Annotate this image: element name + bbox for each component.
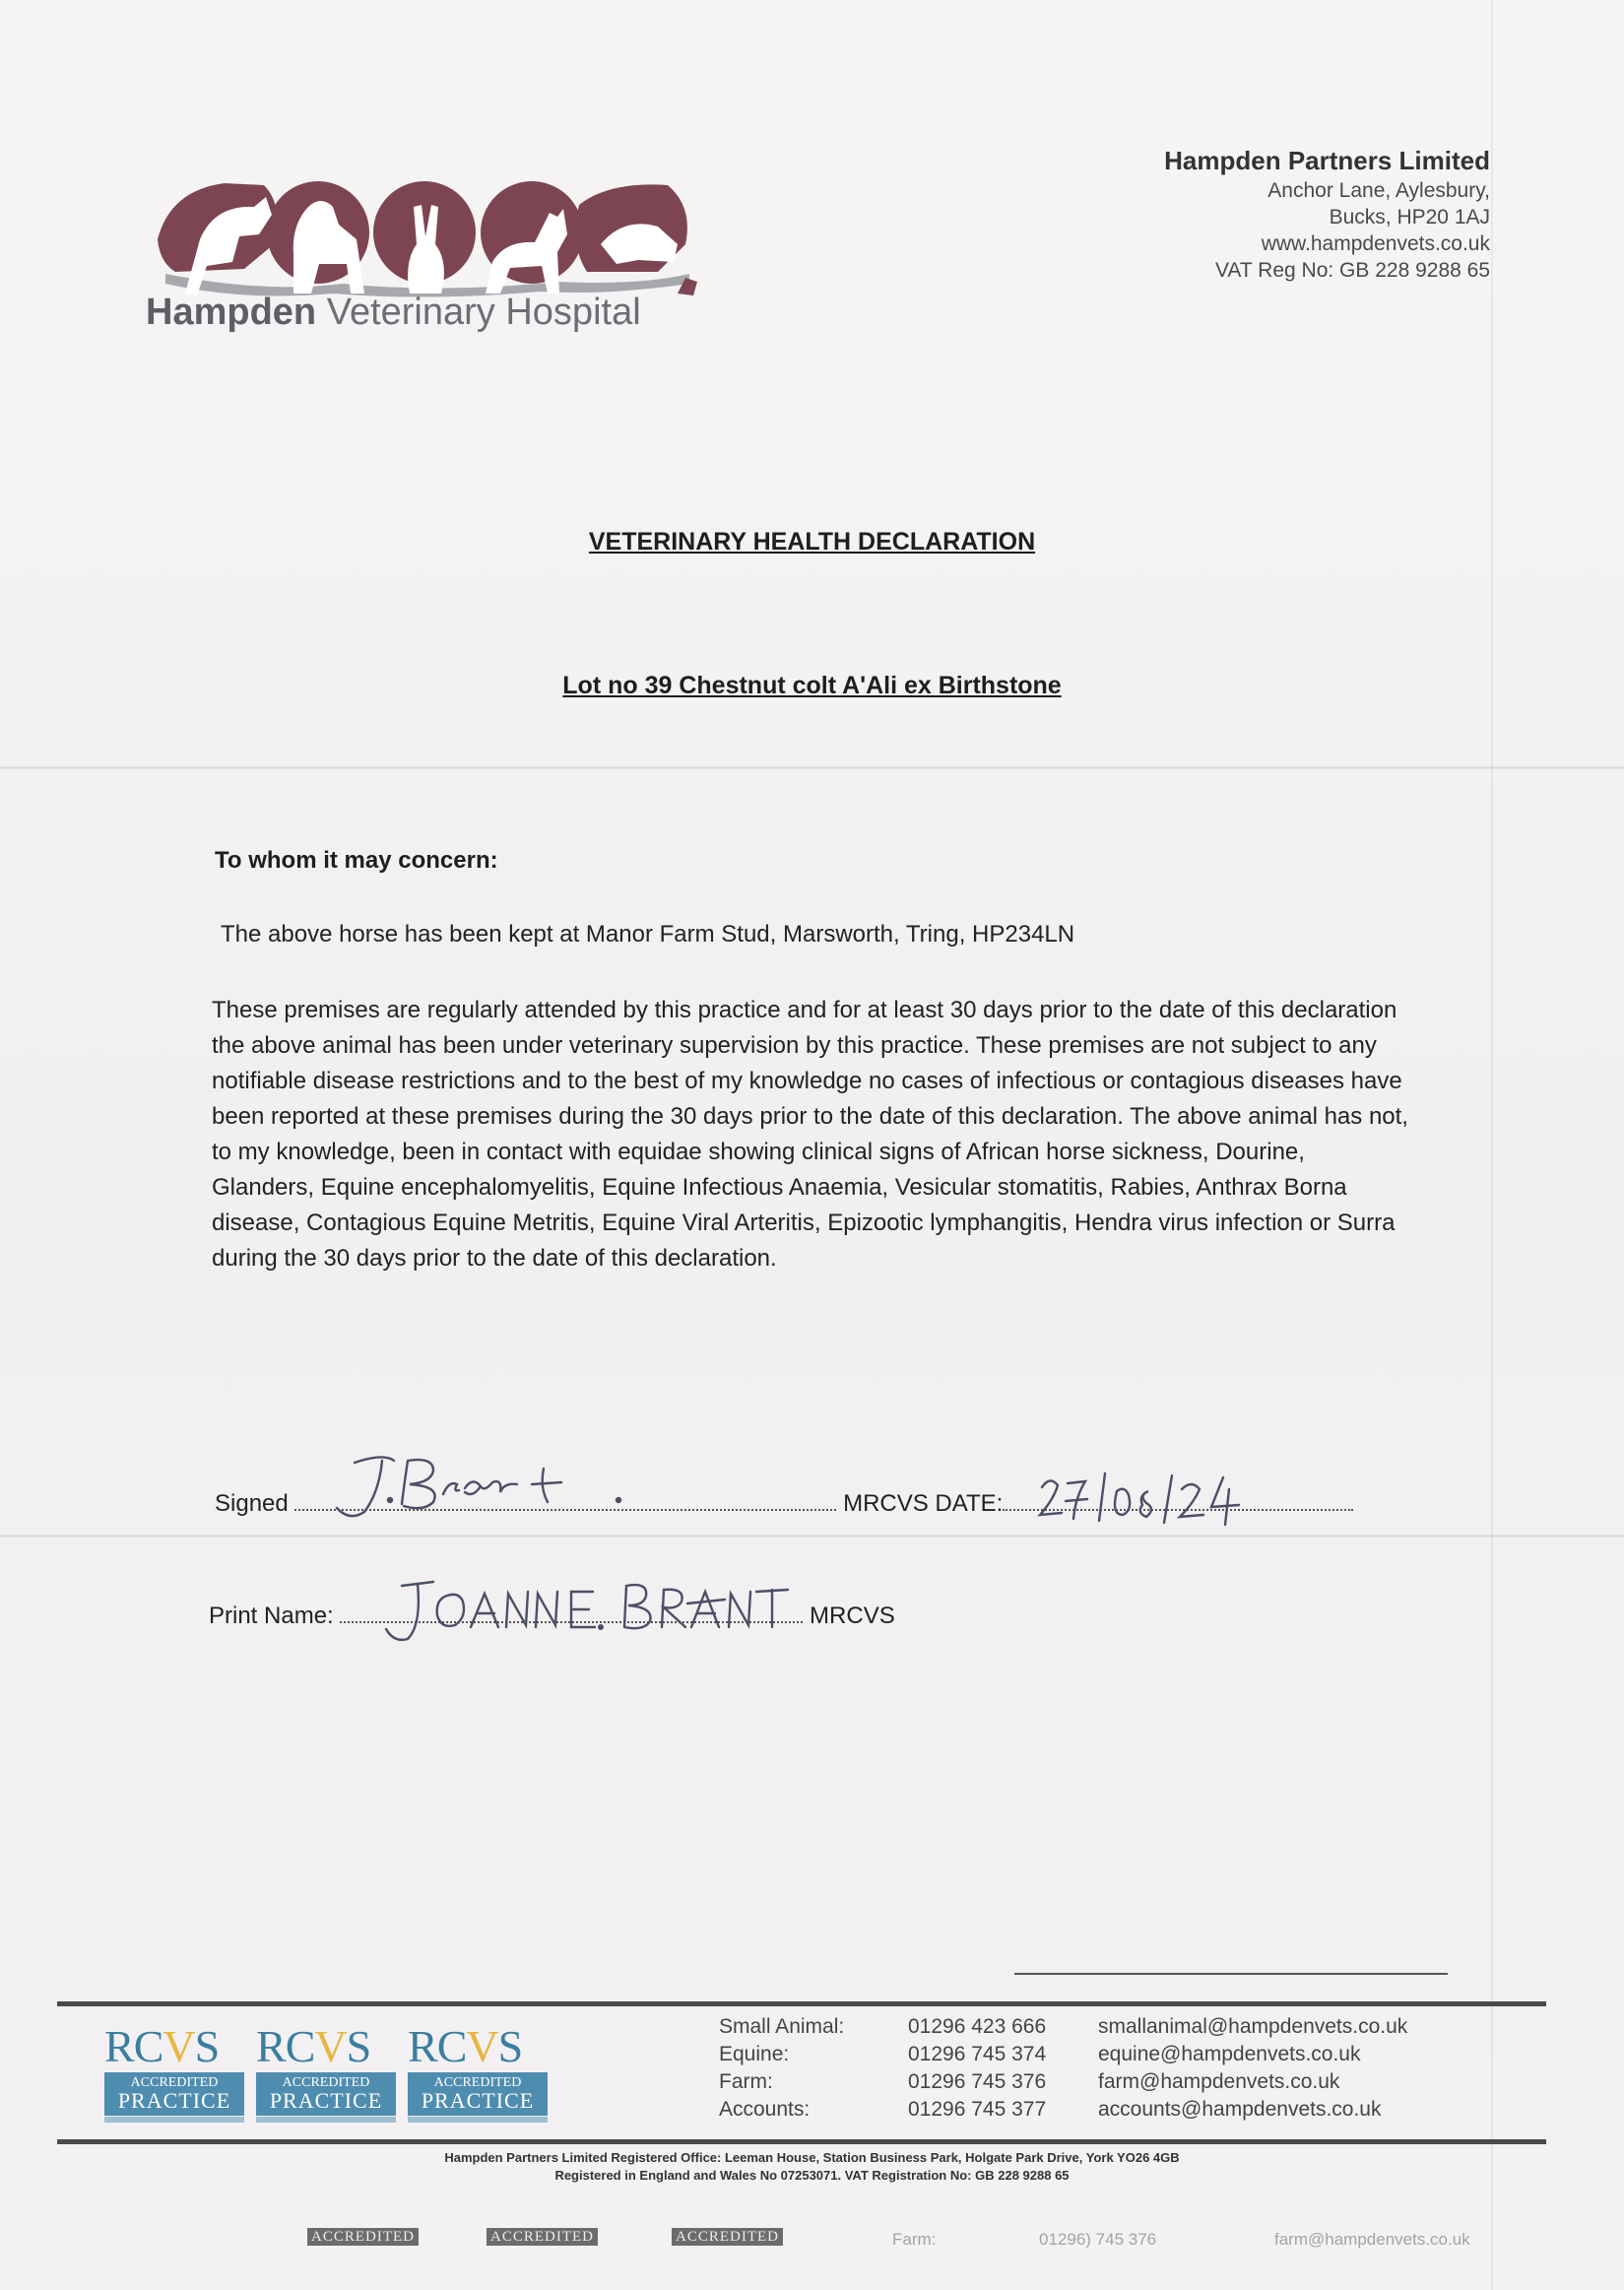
footer-bottom-rule xyxy=(57,2139,1546,2144)
practice-text: PRACTICE xyxy=(421,2088,535,2113)
signature-handwriting xyxy=(325,1443,650,1532)
accredited-text: ACCREDITED xyxy=(433,2075,522,2090)
mrcvs-suffix: MRCVS xyxy=(810,1603,895,1629)
badge-stripe xyxy=(408,2117,548,2123)
showthrough-email: farm@hampdenvets.co.uk xyxy=(1274,2230,1470,2249)
contact-email: equine@hampdenvets.co.uk xyxy=(1098,2043,1361,2065)
registered-office xyxy=(0,2149,1624,2185)
registered-office-line: Hampden Partners Limited Registered Office: Leeman House, Station Business Park, Holgate Park Drive, York YO26 4GB xyxy=(444,2150,1180,2165)
rcvs-accredited-badge xyxy=(256,2023,396,2122)
signed-label: Signed xyxy=(215,1490,289,1517)
footer-top-rule xyxy=(57,2001,1546,2006)
company-website: www.hampdenvets.co.uk xyxy=(1261,232,1490,255)
paper-fold xyxy=(0,1535,1624,1538)
contact-phone: 01296 745 374 xyxy=(908,2043,1047,2065)
contact-phone: 01296 745 376 xyxy=(908,2070,1047,2093)
date-line xyxy=(1003,1489,1353,1511)
rcvs-word: RCVS xyxy=(408,2021,523,2071)
rcvs-word: RCVS xyxy=(104,2021,220,2071)
address-line-2: Bucks, HP20 1AJ xyxy=(1329,206,1490,229)
accredited-practice-label xyxy=(408,2072,548,2116)
logo-brand-rest: Veterinary Hospital xyxy=(326,292,641,333)
contact-label: Small Animal: xyxy=(719,2015,845,2038)
contact-row xyxy=(719,2041,1407,2068)
company-address-block xyxy=(1164,144,1490,284)
contact-email: smallanimal@hampdenvets.co.uk xyxy=(1098,2015,1408,2038)
contact-phone: 01296 745 377 xyxy=(908,2098,1047,2121)
logo-brand-bold: Hampden xyxy=(146,292,317,333)
vat-number: VAT Reg No: GB 228 9288 65 xyxy=(1214,259,1490,282)
showthrough-accredited: ACCREDITED xyxy=(672,2228,783,2246)
registered-company-line: Registered in England and Wales No 07253071. VAT Registration No: GB 228 9288 65 xyxy=(554,2168,1070,2183)
lot-heading: Lot no 39 Chestnut colt A'Ali ex Birthstone xyxy=(562,672,1062,699)
badge-stripe xyxy=(104,2117,244,2123)
logo-wordmark xyxy=(146,292,641,334)
company-name: Hampden Partners Limited xyxy=(1164,146,1490,175)
rcvs-word: RCVS xyxy=(256,2021,371,2071)
badge-stripe xyxy=(256,2117,396,2123)
paper-fold xyxy=(0,766,1624,769)
rcvs-accredited-badge xyxy=(408,2023,548,2122)
contact-label: Farm: xyxy=(719,2070,773,2093)
showthrough-accredited: ACCREDITED xyxy=(487,2228,598,2246)
salutation: To whom it may concern: xyxy=(215,847,498,874)
paragraph-declaration: These premises are regularly attended by this practice and for at least 30 days prior to the date of this declaration the above animal has been under veterinary supervision by this practice. These premises are not subject to any notifiable disease restrictions and to the best of my knowledge no cases of infectious or contagious diseases have been reported at these premises during the 30 days prior to the date of this declaration. The above animal has not, to my knowledge, been in contact with equidae showing clinical signs of African horse sickness, Dourine, Glanders, Equine encephalomyelitis, Equine Infectious Anaemia, Vesicular stomatitis, Rabies, Anthrax Borna disease, Contagious Equine Metritis, Equine Viral Arteritis, Epizootic lymphangitis, Hendra virus infection or Surra during the 30 days prior to the date of this declaration. xyxy=(212,997,1408,1272)
mrcvs-date-label: MRCVS DATE: xyxy=(843,1490,1004,1517)
showthrough-phone: 01296) 745 376 xyxy=(1039,2230,1157,2249)
accredited-text: ACCREDITED xyxy=(282,2075,370,2090)
print-name-line xyxy=(340,1602,803,1623)
document-title: VETERINARY HEALTH DECLARATION xyxy=(588,528,1036,556)
contact-label: Accounts: xyxy=(719,2098,811,2121)
signature-row xyxy=(215,1489,1353,1518)
showthrough-farm-label: Farm: xyxy=(892,2230,937,2249)
contact-email: accounts@hampdenvets.co.uk xyxy=(1098,2098,1382,2121)
showthrough-accredited: ACCREDITED xyxy=(307,2228,419,2246)
signature-line xyxy=(294,1489,836,1511)
contact-label: Equine: xyxy=(719,2043,790,2065)
paper-fold xyxy=(1491,0,1493,2290)
address-line-1: Anchor Lane, Aylesbury, xyxy=(1267,179,1490,202)
practice-text: PRACTICE xyxy=(269,2088,383,2113)
accredited-text: ACCREDITED xyxy=(130,2075,219,2090)
contact-email: farm@hampdenvets.co.uk xyxy=(1098,2070,1340,2093)
contact-row xyxy=(719,2068,1407,2096)
contact-row xyxy=(719,2013,1407,2041)
contact-row xyxy=(719,2096,1407,2124)
practice-text: PRACTICE xyxy=(117,2088,231,2113)
contact-phone: 01296 423 666 xyxy=(908,2015,1047,2038)
accredited-practice-label xyxy=(256,2072,396,2116)
rcvs-accredited-badge xyxy=(104,2023,244,2122)
footer-hairline xyxy=(1014,1973,1448,1975)
paragraph-premises: The above horse has been kept at Manor Farm Stud, Marsworth, Tring, HP234LN xyxy=(221,921,1075,948)
contact-table xyxy=(719,2013,1407,2124)
print-name-label: Print Name: xyxy=(209,1603,334,1629)
print-name-row xyxy=(209,1602,895,1630)
accredited-practice-label xyxy=(104,2072,244,2116)
